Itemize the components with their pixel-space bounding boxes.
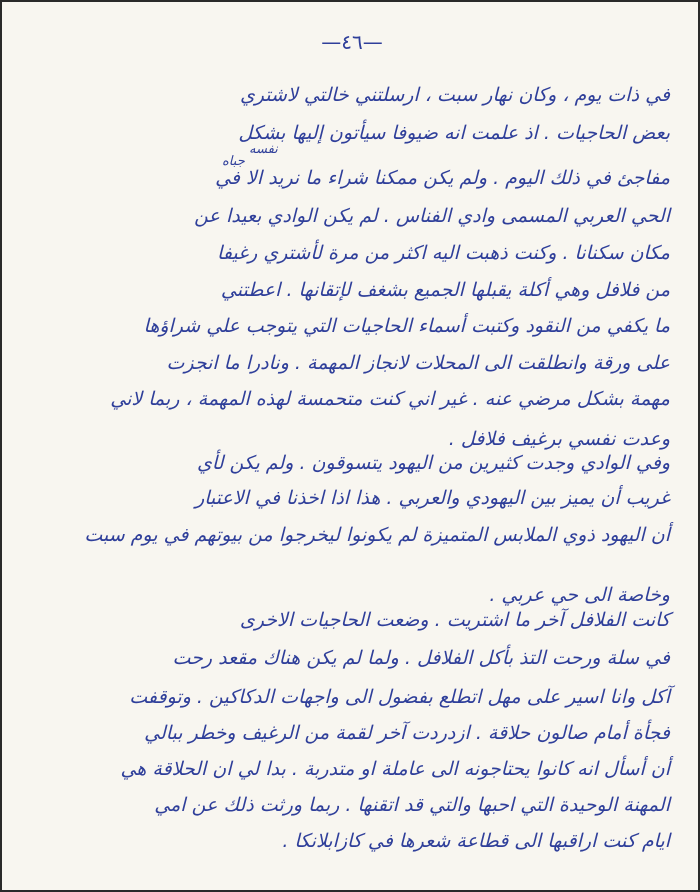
text-line: فجأة أمام صالون حلاقة . ازدردت آخر لقمة من الرغيف وخطر ببالي (144, 722, 670, 744)
text-line: من فلافل وهي أكلة يقبلها الجميع بشغف لإتقانها . اعطتني (220, 279, 670, 301)
text-line: بعض الحاجيات . اذ علمت انه ضيوفا سيأتون إليها بشكل (238, 122, 670, 144)
text-line: ما يكفي من النقود وكتبت أسماء الحاجيات التي يتوجب علي شراؤها (143, 315, 670, 337)
text-line: الحي العربي المسمى وادي الفناس . لم يكن الوادي بعيدا عن (194, 205, 670, 227)
text-line: أن اليهود ذوي الملابس المتميزة لم يكونوا ليخرجوا من بيوتهم في يوم سبت (84, 524, 670, 546)
text-line: في سلة ورحت التذ بأكل الفلافل . ولما لم يكن هناك مقعد رحت (172, 647, 670, 669)
text-line: مفاجئ في ذلك اليوم . ولم يكن ممكنا شراء ما نريد الا في (215, 167, 670, 189)
text-line: على ورقة وانطلقت الى المحلات لانجاز المهمة . ونادرا ما انجزت (166, 352, 670, 374)
text-line: مهمة بشكل مرضي عنه . غير اني كنت متحمسة لهذه المهمة ، ربما لاني (110, 388, 670, 410)
text-line: كانت الفلافل آخر ما اشتريت . وضعت الحاجيات الاخرى (239, 609, 670, 631)
text-line: غريب أن يميز بين اليهودي والعربي . هذا اذا اخذنا في الاعتبار (195, 487, 670, 509)
text-line: وعدت نفسي برغيف فلافل . (448, 428, 670, 450)
text-line: أن أسأل انه كانوا يحتاجونه الى عاملة او متدربة . بدا لي ان الحلاقة هي (120, 758, 670, 780)
text-line: وفي الوادي وجدت كثيرين من اليهود يتسوقون . ولم يكن لأي (197, 452, 670, 474)
page-number: —٤٦— (321, 30, 383, 54)
margin-note-insert: جباه (222, 154, 245, 169)
text-line: مكان سكنانا . وكنت ذهبت اليه اكثر من مرة لأشتري رغيفا (217, 242, 670, 264)
margin-note-above: نفسه (249, 142, 278, 157)
text-line: وخاصة الى حي عربي . (489, 584, 670, 606)
text-line: المهنة الوحيدة التي احبها والتي قد اتقنها . ربما ورثت ذلك عن امي (154, 794, 670, 816)
text-line: آكل وانا اسير على مهل اتطلع بفضول الى واجهات الدكاكين . وتوقفت (129, 686, 670, 708)
text-line: ايام كنت اراقبها الى قطاعة شعرها في كازابلانكا . (282, 830, 670, 852)
text-line: في ذات يوم ، وكان نهار سبت ، ارسلتني خالتي لاشتري (239, 84, 670, 106)
